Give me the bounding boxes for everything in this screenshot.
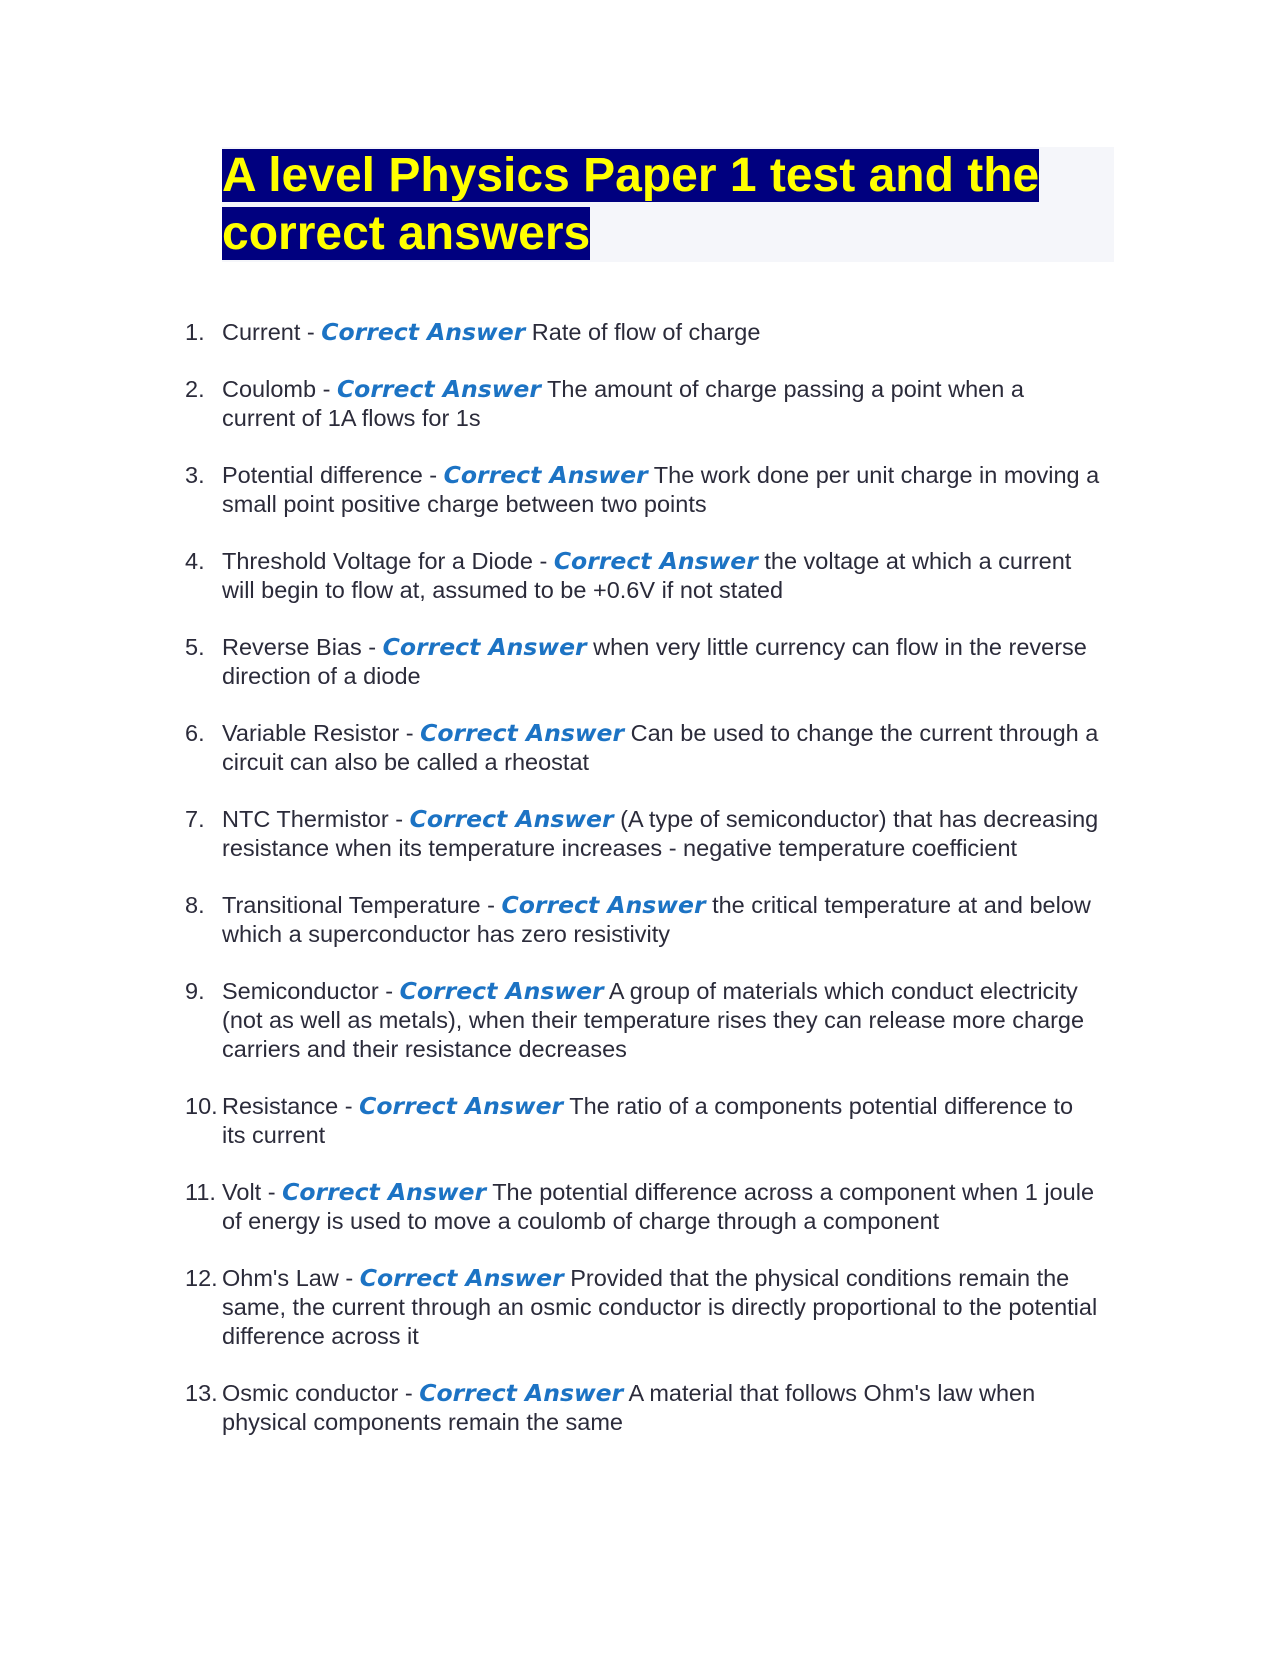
item-definition: Provided that the physical conditions remain the same, the current through an osmic conductor is directly proportional to the potential difference across it	[222, 1265, 1098, 1349]
item-term: Current	[222, 319, 301, 345]
list-item: 13. Osmic conductor - Correct Answer A material that follows Ohm's law when physical components remain the same	[185, 1379, 1036, 1435]
qa-list	[0, 318, 1280, 1465]
list-item: 12. Ohm's Law - Correct Answer Provided that the physical conditions remain the same, the current through an osmic conductor is directly proportional to the potential difference across it	[185, 1264, 1098, 1349]
correct-answer-label: Correct Answer	[359, 1092, 564, 1120]
item-number: 13.	[185, 1380, 218, 1406]
correct-answer-label: Correct Answer	[553, 547, 758, 575]
item-number: 8.	[185, 892, 205, 918]
item-definition: The potential difference across a component when 1 joule of energy is used to move a coulomb of charge through a component	[222, 1179, 1095, 1234]
item-term: Ohm's Law	[222, 1265, 339, 1291]
item-term: Osmic conductor	[222, 1380, 399, 1406]
item-number: 1.	[185, 319, 205, 345]
item-term: Coulomb	[222, 376, 317, 402]
correct-answer-label: Correct Answer	[501, 891, 706, 919]
item-number: 11.	[185, 1179, 216, 1205]
list-item: 5. Reverse Bias - Correct Answer when very little currency can flow in the reverse direction of a diode	[185, 633, 1087, 689]
item-definition: The amount of charge passing a point when a current of 1A flows for 1s	[222, 376, 1024, 431]
correct-answer-label: Correct Answer	[420, 719, 625, 747]
item-number: 4.	[185, 548, 205, 574]
item-term: Transitional Temperature	[222, 892, 481, 918]
item-definition: the voltage at which a current will begin to flow at, assumed to be +0.6V if not stated	[222, 548, 1072, 603]
list-item: 6. Variable Resistor - Correct Answer Can be used to change the current through a circuit can also be called a rheostat	[185, 719, 1099, 775]
item-definition: the critical temperature at and below which a superconductor has zero resistivity	[222, 892, 1091, 947]
list-item: 2. Coulomb - Correct Answer The amount of charge passing a point when a current of 1A flows for 1s	[185, 375, 1024, 431]
correct-answer-label: Correct Answer	[409, 805, 614, 833]
item-number: 9.	[185, 978, 205, 1004]
item-number: 5.	[185, 634, 205, 660]
item-definition: Rate of flow of charge	[531, 319, 761, 345]
list-item: 4. Threshold Voltage for a Diode - Correct Answer the voltage at which a current will begin to flow at, assumed to be +0.6V if not stated	[185, 547, 1072, 603]
item-definition: A group of materials which conduct electricity (not as well as metals), when their temperature rises they can release more charge carriers and their resistance decreases	[222, 978, 1085, 1062]
correct-answer-label: Correct Answer	[443, 461, 648, 489]
item-definition: A material that follows Ohm's law when physical components remain the same	[222, 1380, 1036, 1435]
item-definition: Can be used to change the current through a circuit can also be called a rheostat	[222, 720, 1099, 775]
list-item: 11. Volt - Correct Answer The potential difference across a component when 1 joule of energy is used to move a coulomb of charge through a component	[185, 1178, 1095, 1234]
list-item: 9. Semiconductor - Correct Answer A group of materials which conduct electricity (not as well as metals), when their temperature rises they can release more charge carriers and their resistance decreases	[185, 977, 1085, 1062]
item-term: Volt	[222, 1179, 262, 1205]
page-title-text: A level Physics Paper 1 test and the correct answers	[222, 149, 1040, 260]
list-item: 3. Potential difference - Correct Answer The work done per unit charge in moving a small point positive charge between two points	[185, 461, 1100, 517]
item-number: 2.	[185, 376, 205, 402]
correct-answer-label: Correct Answer	[282, 1178, 487, 1206]
item-number: 7.	[185, 806, 205, 832]
item-number: 12.	[185, 1265, 218, 1291]
item-definition: The ratio of a components potential difference to its current	[222, 1093, 1074, 1148]
list-item: 7. NTC Thermistor - Correct Answer (A type of semiconductor) that has decreasing resistance when its temperature increases - negative temperature coefficient	[185, 805, 1099, 861]
item-number: 6.	[185, 720, 205, 746]
correct-answer-label: Correct Answer	[336, 375, 541, 403]
item-term: Variable Resistor	[222, 720, 400, 746]
correct-answer-label: Correct Answer	[399, 977, 604, 1005]
item-term: Threshold Voltage for a Diode	[222, 548, 533, 574]
item-term: Reverse Bias	[222, 634, 362, 660]
title-block	[222, 147, 1114, 262]
correct-answer-label: Correct Answer	[382, 633, 587, 661]
item-number: 10.	[185, 1093, 218, 1119]
list-item: 8. Transitional Temperature - Correct Answer the critical temperature at and below which a superconductor has zero resistivity	[185, 891, 1091, 947]
list-item: 1. Current - Correct Answer Rate of flow of charge	[185, 318, 761, 346]
list-item: 10. Resistance - Correct Answer The ratio of a components potential difference to its current	[185, 1092, 1074, 1148]
item-term: NTC Thermistor	[222, 806, 389, 832]
item-definition: (A type of semiconductor) that has decreasing resistance when its temperature increases - negative temperature coefficient	[222, 806, 1099, 861]
item-definition: The work done per unit charge in moving a small point positive charge between two points	[222, 462, 1100, 517]
item-number: 3.	[185, 462, 205, 488]
correct-answer-label: Correct Answer	[321, 318, 526, 346]
item-term: Semiconductor	[222, 978, 379, 1004]
item-term: Resistance	[222, 1093, 339, 1119]
correct-answer-label: Correct Answer	[419, 1379, 624, 1407]
correct-answer-label: Correct Answer	[359, 1264, 564, 1292]
item-term: Potential difference	[222, 462, 423, 488]
item-definition: when very little currency can flow in the reverse direction of a diode	[222, 634, 1087, 689]
page-title	[222, 147, 1114, 263]
